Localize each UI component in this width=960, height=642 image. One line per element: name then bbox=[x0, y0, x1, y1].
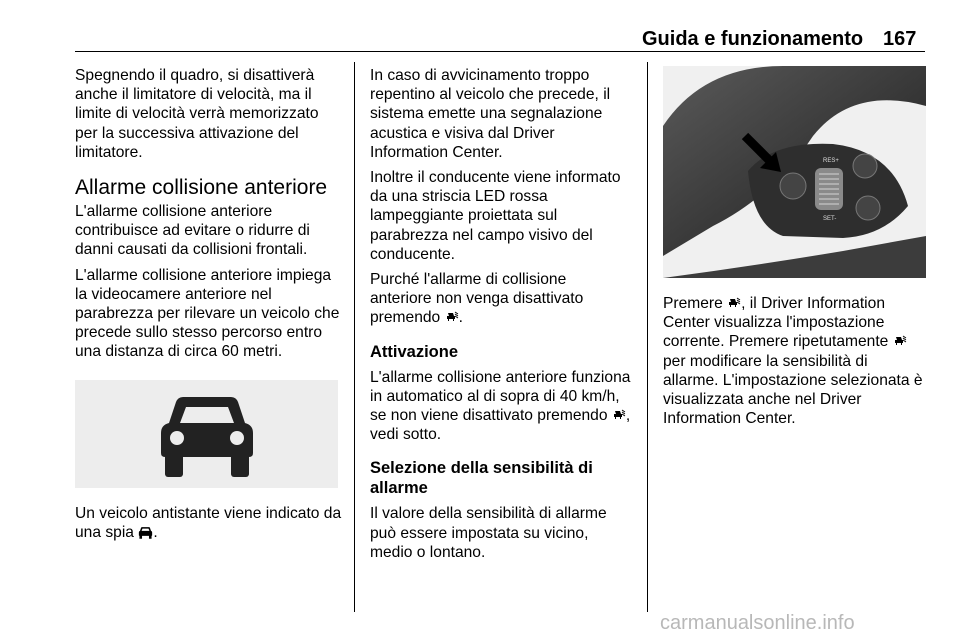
paragraph-press-button bbox=[663, 294, 925, 428]
intro-paragraph: Spegnendo il quadro, si disattiverà anche il limitatore di velocità, ma il limite di velocità verrà memorizzato per la successiva attivazione del limitatore. bbox=[75, 67, 319, 161]
steering-wheel-photo bbox=[663, 66, 926, 278]
caption-vehicle-ahead bbox=[75, 504, 345, 542]
res-label: RES+ bbox=[823, 158, 839, 164]
vehicle-ahead-illustration bbox=[75, 380, 338, 488]
heading-activation: Attivazione bbox=[370, 342, 459, 361]
collision-alert-icon bbox=[727, 296, 741, 310]
column-divider-2 bbox=[647, 62, 648, 612]
paragraph-activation-end: , vedi sotto. bbox=[370, 407, 631, 444]
section-heading-forward-collision: Allarme collisione anteriore bbox=[75, 176, 328, 200]
caption-text: Un veicolo antistante viene indicato da una spia bbox=[75, 504, 342, 541]
paragraph-warning-1: In caso di avvicinamento troppo repentino al veicolo che precede, il sistema emette una segnalazione acustica e visiva dal Driver Information Center. bbox=[370, 67, 611, 161]
collision-alert-icon bbox=[893, 334, 907, 348]
paragraph-warning-3 bbox=[370, 270, 632, 328]
page-header-title: Guida e funzionamento bbox=[642, 28, 864, 50]
column-2 bbox=[370, 66, 632, 568]
paragraph-activation-text: L'allarme collisione anteriore funziona in automatico al di sopra di 40 km/h, se non viene disattivato premendo bbox=[370, 368, 631, 425]
paragraph-warning-2: Inoltre il conducente viene informato da una striscia LED rossa lampeggiante proiettata sul parabrezza nel campo visivo del conducente. bbox=[370, 169, 621, 263]
collision-alert-icon bbox=[445, 310, 459, 324]
paragraph-warning-3-end: . bbox=[458, 309, 463, 327]
paragraph-press-start: Premere bbox=[663, 295, 723, 312]
paragraph-fcw-2: L'allarme collisione anteriore impiega la videocamere anteriore nel parabrezza per rilevare un veicolo che precede sullo stesso percorso entro una distanza di circa 60 metri. bbox=[75, 266, 340, 361]
paragraph-warning-3-text: Purché l'allarme di collisione anteriore non venga disattivato premendo bbox=[370, 271, 584, 327]
paragraph-sensitivity: Il valore della sensibilità di allarme può essere impostata su vicino, medio o lontano. bbox=[370, 505, 607, 561]
heading-sensitivity: Selezione della sensibilità di allarme bbox=[370, 459, 593, 498]
paragraph-press-middle: , il Driver Information Center visualizza l'impostazione corrente. Premere ripetutamente bbox=[663, 295, 889, 351]
paragraph-press-end: per modificare la sensibilità di allarme. L'impostazione selezionata è visualizzata anche nel Driver Information Center. bbox=[663, 352, 923, 428]
collision-alert-icon bbox=[612, 408, 626, 422]
column-1 bbox=[75, 66, 345, 548]
watermark: carmanualsonline.info bbox=[660, 612, 855, 634]
column-divider-1 bbox=[354, 62, 355, 612]
column-3 bbox=[663, 66, 925, 434]
vehicle-ahead-icon bbox=[161, 389, 253, 479]
paragraph-activation bbox=[370, 368, 632, 445]
header-rule bbox=[75, 51, 925, 52]
paragraph-fcw-1: L'allarme collisione anteriore contribuisce ad evitare o ridurre di danni causati da collisioni frontali. bbox=[75, 203, 310, 259]
caption-end: . bbox=[153, 523, 158, 541]
page-number: 167 bbox=[883, 28, 917, 50]
set-label: SET- bbox=[823, 216, 837, 222]
steering-wheel-illustration bbox=[663, 66, 926, 278]
vehicle-ahead-small-icon bbox=[138, 526, 153, 539]
